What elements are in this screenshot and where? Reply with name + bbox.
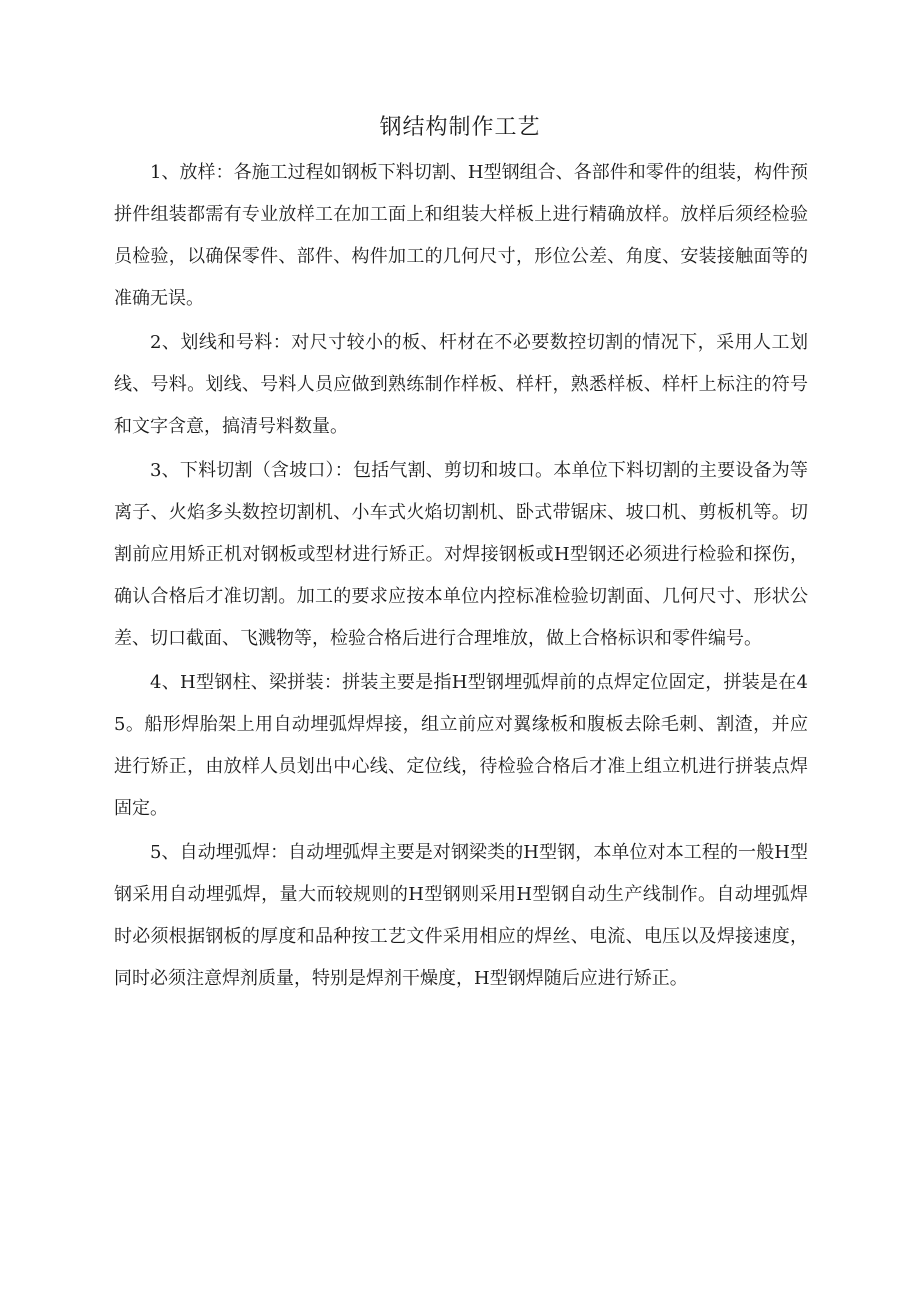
paragraph-assembly: 4、H型钢柱、梁拼装：拼装主要是指H型钢埋弧焊前的点焊定位固定，拼装是在45。船形焊胎架上用自动埋弧焊焊接，组立前应对翼缘板和腹板去除毛刺、割渣，并应进行矫正，由放样人员划出中心线、定位线，待检验合格后才准上组立机进行拼装点焊固定。 bbox=[114, 672, 808, 819]
document-body bbox=[114, 152, 808, 1000]
paragraph-cutting: 3、下料切割（含坡口）：包括气割、剪切和坡口。本单位下料切割的主要设备为等离子、火焰多头数控切割机、小车式火焰切割机、卧式带锯床、坡口机、剪板机等。切割前应用矫正机对钢板或型材进行矫正。对焊接钢板或H型钢还必须进行检验和探伤，确认合格后才准切割。加工的要求应按本单位内控标准检验切割面、几何尺寸、形状公差、切口截面、飞溅物等，检验合格后进行合理堆放，做上合格标识和零件编号。 bbox=[114, 460, 808, 649]
paragraph-welding: 5、自动埋弧焊：自动埋弧焊主要是对钢梁类的H型钢，本单位对本工程的一般H型钢采用自动埋弧焊，量大而较规则的H型钢则采用H型钢自动生产线制作。自动埋弧焊时必须根据钢板的厚度和品种按工艺文件采用相应的焊丝、电流、电压以及焊接速度，同时必须注意焊剂质量，特别是焊剂干燥度，H型钢焊随后应进行矫正。 bbox=[114, 842, 808, 989]
paragraph-marking: 2、划线和号料：对尺寸较小的板、杆材在不必要数控切割的情况下，采用人工划线、号料。划线、号料人员应做到熟练制作样板、样杆，熟悉样板、样杆上标注的符号和文字含意，搞清号料数量。 bbox=[114, 332, 808, 437]
document-title: 钢结构制作工艺 bbox=[379, 115, 541, 140]
paragraph-layout: 1、放样：各施工过程如钢板下料切割、H型钢组合、各部件和零件的组装，构件预拼件组装都需有专业放样工在加工面上和组装大样板上进行精确放样。放样后须经检验员检验，以确保零件、部件、构件加工的几何尺寸，形位公差、角度、安装接触面等的准确无误。 bbox=[114, 162, 808, 309]
